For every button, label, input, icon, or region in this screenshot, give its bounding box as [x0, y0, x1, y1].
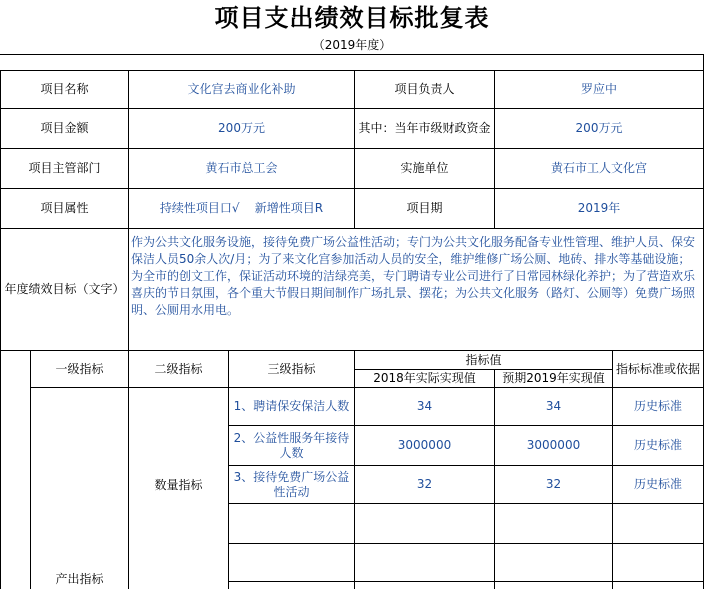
header-level2: 二级指标 — [154, 361, 203, 376]
attr-value: 持续性项目口√ 新增性项目R — [159, 201, 324, 215]
grid-line — [228, 503, 704, 504]
header-value-group: 指标值 — [465, 352, 502, 367]
level1-output-label: 产出指标 — [55, 572, 104, 586]
city-funds-label: 其中：当年市级财政资金 — [358, 121, 491, 135]
unit-label: 实施单位 — [400, 161, 449, 175]
dept-label: 项目主管部门 — [28, 161, 101, 175]
header-actual-2018: 2018年实际实现值 — [373, 371, 476, 385]
period-value: 2019年 — [577, 201, 621, 215]
goal-text: 作为公共文化服务设施，接待免费广场公益性活动；专门为公共文化服务配备专业性管理、维护人员、保安保洁人员50余人次/月；为了来文化宫参加活动人员的安全，维护维修广场公厕、地砖、排水等基础设施；为全市的创文工作，保证活动环境的洁绿亮美，专门聘请专业公司进行了日常园林绿化养护；为了营造欢乐喜庆的节日氛围，各个重大节假日期间制作广场扎景、摆花；为公共文化服务（路灯、公厕等）免费广场照明、公厕用水用电。 — [131, 235, 696, 317]
indicator-name: 2、公益性服务年接待人数 — [233, 430, 350, 460]
project-lead-label: 项目负责人 — [394, 82, 455, 96]
amount-value: 200万元 — [218, 121, 265, 135]
indicator-name: 3、接待免费广场公益性活动 — [233, 469, 350, 499]
indicator-standard: 历史标准 — [633, 399, 682, 413]
indicator-expected: 34 — [545, 399, 562, 413]
project-lead-value: 罗应中 — [580, 82, 617, 96]
amount-label: 项目金额 — [40, 121, 89, 135]
grid-line — [228, 581, 704, 582]
grid-line — [0, 54, 704, 55]
indicator-standard: 历史标准 — [633, 438, 682, 452]
unit-value: 黄石市工人文化宫 — [550, 161, 647, 175]
indicator-expected: 3000000 — [526, 438, 581, 452]
indicator-actual: 3000000 — [397, 438, 452, 452]
period-label: 项目期 — [406, 201, 443, 215]
page-title: 项目支出绩效目标批复表 — [214, 3, 490, 32]
header-level3: 三级指标 — [267, 361, 316, 376]
indicator-name: 1、聘请保安保洁人数 — [233, 399, 350, 413]
project-name-value: 文化宫去商业化补助 — [187, 82, 296, 96]
indicator-expected: 32 — [545, 477, 562, 491]
indicator-standard: 历史标准 — [633, 477, 682, 491]
indicator-actual: 32 — [416, 477, 433, 491]
indicator-actual: 34 — [416, 399, 433, 413]
city-funds-value: 200万元 — [575, 121, 623, 135]
grid-line — [228, 543, 704, 544]
dept-value: 黄石市总工会 — [205, 161, 278, 175]
header-standard: 指标标准或依据 — [615, 361, 700, 376]
goal-label: 年度绩效目标（文字） — [4, 282, 125, 296]
header-expected-2019: 预期2019年实现值 — [502, 371, 605, 385]
project-name-label: 项目名称 — [40, 82, 89, 96]
level2-quantity-label: 数量指标 — [154, 477, 203, 492]
attr-label: 项目属性 — [40, 201, 89, 215]
page-subtitle: （2019年度） — [312, 38, 392, 52]
header-level1: 一级指标 — [55, 361, 104, 376]
